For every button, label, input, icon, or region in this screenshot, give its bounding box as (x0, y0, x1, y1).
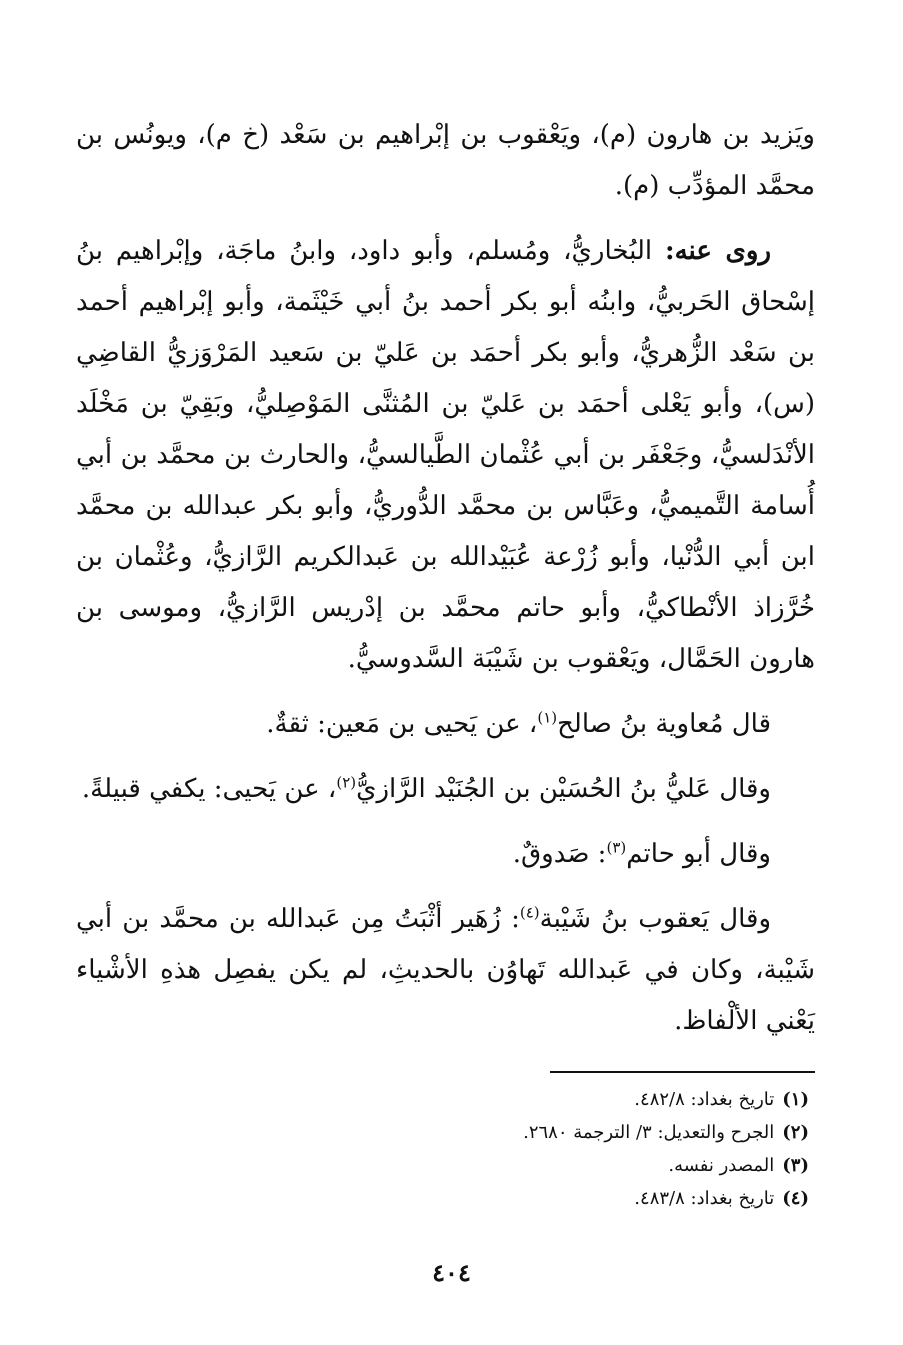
quote-speaker: وقال أبو حاتم (626, 839, 771, 869)
quote-paragraph (76, 764, 815, 815)
narrated-from-him-paragraph (76, 226, 815, 685)
footnote-ref[interactable]: (٢) (336, 773, 357, 792)
quote-text: : زُهَير أثْبَتُ مِن عَبدالله بن محمَّد بن أبي شَيْبة، وكان في عَبدالله تَهاوُن بالحديثِ، لم يكن يفصِل هذهِ الأشْياء يَعْني الألْفاظ. (76, 904, 815, 1036)
quote-paragraph (76, 829, 815, 880)
narrators-continuation (76, 110, 815, 212)
footnotes (76, 1083, 815, 1215)
footnote-number: (٤) (782, 1188, 809, 1209)
quote-speaker: وقال عَليُّ بنُ الحُسَيْن بن الجُنَيْد الرَّازيُّ (356, 774, 771, 804)
footnote-ref[interactable]: (١) (537, 708, 558, 727)
quote-text: : صَدوقٌ. (512, 839, 607, 869)
footnote-ref[interactable]: (٣) (606, 838, 627, 857)
quote-text: ، عن يَحيى بن مَعين: ثقةٌ. (266, 709, 538, 739)
quote-speaker: قال مُعاوية بنُ صالح (557, 709, 771, 739)
footnote-item (76, 1083, 815, 1116)
quote-text: ، عن يَحيى: يكفي قبيلةً. (81, 774, 337, 804)
paragraph-text: البُخاريُّ، ومُسلم، وأبو داود، وابنُ ماجَة، وإبْراهيم بنُ إسْحاق الحَربيُّ، وابنُه أبو بكر أحمد بنُ أبي خَيْثَمة، وأبو إبْراهيم أحمد بن سَعْد الزُّهريُّ، وأبو بكر أحمَد بن عَليّ بن سَعيد المَرْوَزيُّ القاضِي (س)، وأبو يَعْلى أحمَد بن عَليّ بن المُثنَّى المَوْصِليُّ، وبَقِيّ بن مَخْلَد الأنْدَلسيُّ، وجَعْفَر بن أبي عُثْمان الطَّيالسيُّ، والحارث بن محمَّد بن أبي أُسامة التَّميميُّ، وعَبَّاس بن محمَّد الدُّوريُّ، وأبو بكر عبدالله بن محمَّد ابن أبي الدُّنْيا، وأبو زُرْعة عُبَيْدالله بن عَبدالكريم الرَّازيُّ، وعُثْمان بن خُرَّزاذ الأنْطاكيُّ، وأبو حاتم محمَّد بن إدْريس الرَّازيُّ، وموسى بن هارون الحَمَّال، ويَعْقوب بن شَيْبَة السَّدوسيُّ. (76, 236, 815, 674)
footnote-number: (٢) (782, 1122, 809, 1143)
footnote-item (76, 1116, 815, 1149)
paragraph-text: ويَزيد بن هارون (م)، ويَعْقوب بن إبْراهيم بن سَعْد (خ م)، ويونُس بن محمَّد المؤدِّب (م). (76, 120, 815, 201)
quote-paragraph (76, 699, 815, 750)
page-number: ٤٠٤ (432, 1258, 471, 1287)
footnote-text: تاريخ بغداد: ٤٨٢/٨. (634, 1089, 775, 1110)
footnote-number: (١) (782, 1089, 809, 1110)
footnote-text: الجرح والتعديل: ٣/ الترجمة ٢٦٨٠. (523, 1122, 775, 1143)
footnote-number: (٣) (782, 1155, 809, 1176)
footnote-text: المصدر نفسه. (668, 1155, 775, 1176)
quote-paragraph (76, 894, 815, 1047)
footnote-item (76, 1149, 815, 1182)
quote-speaker: وقال يَعقوب بنُ شَيْبة (539, 904, 772, 934)
footnote-item (76, 1182, 815, 1215)
footnote-divider (550, 1071, 815, 1073)
footnote-text: تاريخ بغداد: ٤٨٣/٨. (634, 1188, 775, 1209)
paragraph-label: روى عنه: (665, 236, 772, 266)
footnote-ref[interactable]: (٤) (519, 903, 540, 922)
